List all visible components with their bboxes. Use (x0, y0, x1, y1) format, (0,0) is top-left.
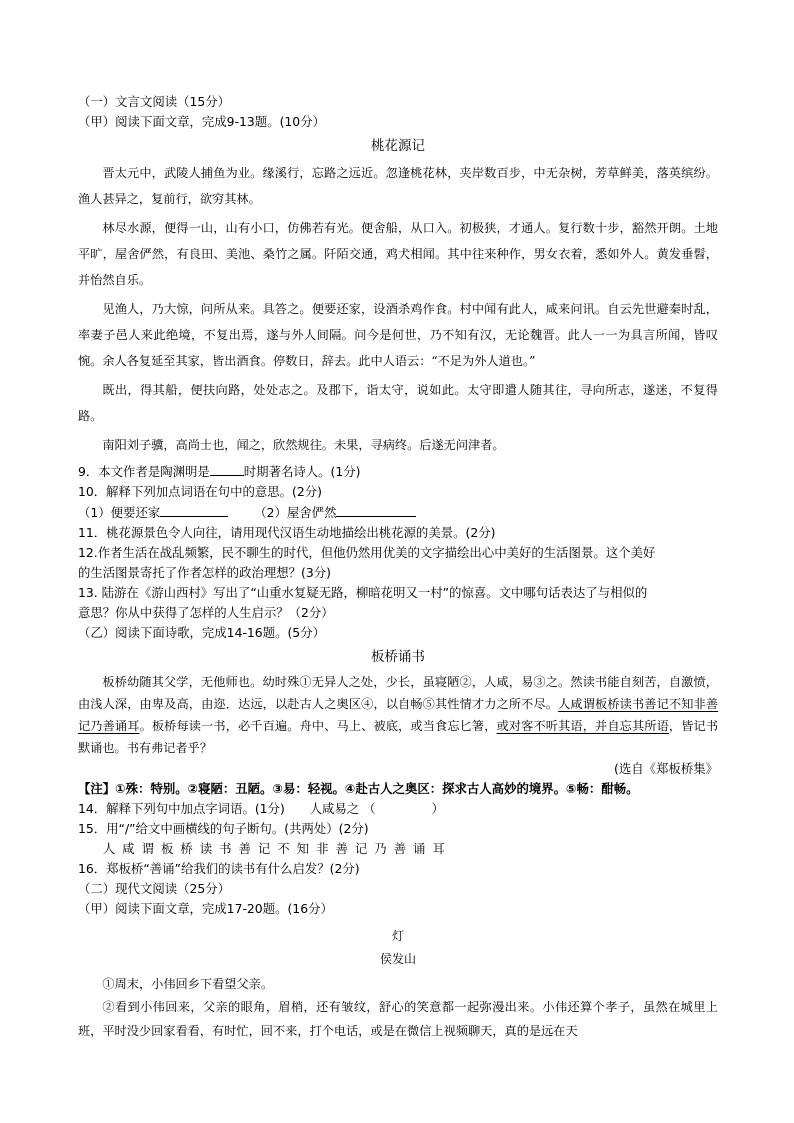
question-11: 11．桃花源景色令人向往，请用现代汉语生动地描绘出桃花源的美景。(2分) (78, 525, 496, 540)
passage-banqiao-text-2: 。板桥每读一书，必千百遍。舟中、马上、被底，或当食忘匕箸， (139, 719, 497, 733)
passage-title-banqiao: 板桥诵书 (371, 649, 425, 665)
section-heading-classical: （一）文言文阅读（15分） (78, 94, 231, 109)
question-10-item-1: （1）便要还家 (78, 505, 161, 520)
question-9 (78, 461, 718, 482)
question-13-line2: 意思？你从中获得了怎样的人生启示？（2分） (78, 605, 334, 620)
passage-title-taohuayuan: 桃花源记 (371, 138, 425, 154)
question-16: 16．郑板桥“善诵”给我们的读书有什么启发？(2分) (78, 861, 360, 876)
part-a-intro-modern: （甲）阅读下面文章，完成17-20题。(16分） (78, 901, 333, 916)
question-13-line1: 13. 陆游在《游山西村》写出了“山重水复疑无路，柳暗花明又一村”的惊喜。文中哪句话表达了与相似的 (78, 585, 648, 600)
passage-banqiao (78, 671, 718, 759)
question-9-suffix: 时期著名诗人。(1分) (243, 464, 361, 479)
passage-paragraph: 晋太元中，武陵人捕鱼为业。缘溪行，忘路之远近。忽逢桃花林，夹岸数百步，中无杂树，芳草鲜美，落英缤纷。渔人甚异之，复前行，欲穷其林。 (78, 166, 718, 206)
article-paragraph: ②看到小伟回来，父亲的眼角，眉梢，还有皱纹，舒心的笑意都一起弥漫出来。小伟还算个孝子，虽然在城里上班，平时没少回家看看，有时忙，回不来，打个电话，或是在微信上视频聊天，真的是远在天 (78, 1000, 718, 1038)
passage-paragraph: 见渔人，乃大惊，问所从来。具答之。便要还家，设酒杀鸡作食。村中闻有此人，咸来问讯。自云先世避秦时乱，率妻子邑人来此绝境，不复出焉，遂与外人间隔。问今是何世，乃不知有汉，无论魏晋。此人一一为具言所闻，皆叹惋。余人各复延至其家，皆出酒食。停数日，辞去。此中人语云：“不足为外人道也。” (78, 302, 718, 368)
document-content (78, 92, 718, 1046)
question-15-sentence: 人咸谓板桥读书善记不知非善记乃善诵耳 (102, 841, 452, 856)
section-heading-modern: （二）现代文阅读（25分） (78, 881, 231, 896)
annotation-notes: 【注】①殊：特别。②寝陋：丑陋。③易：轻视。④赴古人之奥区：探求古人高妙的境界。⑤畅：酣畅。 (78, 781, 639, 796)
part-a-intro: （甲）阅读下面文章，完成9-13题。(10分） (78, 114, 325, 129)
question-9-text: 9．本文作者是陶渊明是 (78, 464, 210, 479)
question-12-line2: 的生活图景寄托了作者怎样的政治理想？(3分) (78, 565, 331, 580)
part-b-intro: （乙）阅读下面诗歌，完成14-16题。(5分） (78, 625, 325, 640)
answer-blank[interactable] (210, 461, 244, 476)
article-author: 侯发山 (379, 952, 416, 966)
article-title-deng: 灯 (391, 929, 404, 943)
question-10-items (78, 502, 718, 523)
question-10-item-2: （2）屋舍俨然 (254, 505, 337, 520)
question-10: 10．解释下列加点词语在句中的意思。(2分) (78, 484, 322, 499)
passage-paragraph: 南阳刘子骥，高尚士也，闻之，欣然规往。未果，寻病终。后遂无问津者。 (102, 438, 505, 452)
passage-paragraph: 既出，得其船，便扶向路，处处志之。及郡下，诣太守，说如此。太守即遣人随其往，寻向所志，遂迷，不复得路。 (78, 383, 718, 423)
article-paragraph: ①周末，小伟回乡下看望父亲。 (102, 977, 274, 991)
underlined-sentence-2: 或对客不听其语，并自忘其所语 (496, 719, 669, 733)
passage-banqiao-text-1: 板桥幼随其父学，无他师也。幼时殊①无异人之处，少长，虽寝陋②，人咸，易③之。然读书能自刻苦，自激愤，由浅人深，由卑及高，由迩．达远，以赴古人之奥区④，以自畅⑤其性情才力之所不尽。 (78, 675, 718, 711)
underlined-sentence-1: 人咸谓板桥读书善记不知非善记乃善诵耳 (78, 697, 719, 733)
answer-blank[interactable] (160, 502, 228, 517)
question-14-text: 14．解释下列句中加点字词语。(1分) 人咸易之 （ (78, 801, 376, 816)
answer-blank[interactable] (336, 502, 416, 517)
question-15: 15．用“/”给文中画横线的句子断句。(共两处）(2分) (78, 821, 369, 836)
passage-banqiao-text-3: ，皆记书默诵也。书有弗记者乎？ (78, 719, 719, 755)
question-14-suffix: ） (431, 801, 444, 816)
passage-paragraph: 林尽水源，便得一山，山有小口，仿佛若有光。便舍船，从口入。初极狭，才通人。复行数十步，豁然开朗。土地平旷，屋舍俨然，有良田、美池、桑竹之属。阡陌交通，鸡犬相闻。其中往来种作，男女衣着，悉如外人。黄发垂髫，并怡然自乐。 (78, 221, 718, 287)
question-12-line1: 12.作者生活在战乱频繁，民不聊生的时代，但他仍然用优美的文字描绘出心中美好的生活图景。这个美好 (78, 545, 656, 560)
question-14 (78, 799, 718, 819)
passage-source: (选自《郑板桥集》 (614, 761, 718, 776)
